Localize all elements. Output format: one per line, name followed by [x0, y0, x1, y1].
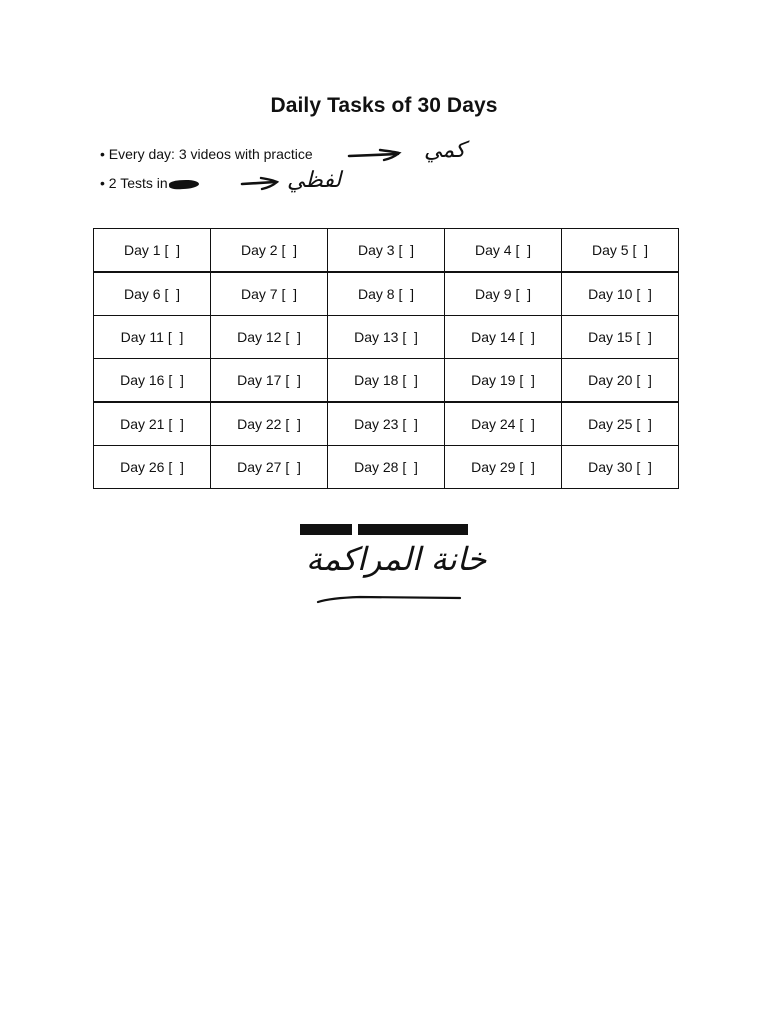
day-checkbox-cell[interactable]: Day 30 [ ] — [562, 446, 679, 489]
day-checkbox-cell[interactable]: Day 23 [ ] — [328, 402, 445, 446]
redacted-name-bar — [300, 524, 468, 535]
days-table — [93, 228, 679, 489]
day-checkbox-cell[interactable]: Day 1 [ ] — [94, 229, 211, 273]
day-checkbox-cell[interactable]: Day 3 [ ] — [328, 229, 445, 273]
day-checkbox-cell[interactable]: Day 17 [ ] — [211, 359, 328, 403]
day-checkbox-cell[interactable]: Day 14 [ ] — [445, 316, 562, 359]
bullet-text: • 2 Tests in — [100, 175, 168, 191]
day-checkbox-cell[interactable]: Day 11 [ ] — [94, 316, 211, 359]
arrow-icon — [242, 182, 275, 184]
day-checkbox-cell[interactable]: Day 28 [ ] — [328, 446, 445, 489]
day-checkbox-cell[interactable]: Day 26 [ ] — [94, 446, 211, 489]
day-checkbox-cell[interactable]: Day 21 [ ] — [94, 402, 211, 446]
table-row — [94, 359, 679, 403]
day-checkbox-cell[interactable]: Day 6 [ ] — [94, 272, 211, 316]
table-row — [94, 229, 679, 273]
day-checkbox-cell[interactable]: Day 10 [ ] — [562, 272, 679, 316]
day-checkbox-cell[interactable]: Day 22 [ ] — [211, 402, 328, 446]
table-row — [94, 272, 679, 316]
day-checkbox-cell[interactable]: Day 25 [ ] — [562, 402, 679, 446]
handwritten-note-verbal: لفظي — [287, 168, 342, 193]
day-checkbox-cell[interactable]: Day 8 [ ] — [328, 272, 445, 316]
day-checkbox-cell[interactable]: Day 29 [ ] — [445, 446, 562, 489]
bullet-text: • Every day: 3 videos with practice — [100, 146, 313, 162]
table-row — [94, 316, 679, 359]
signature-underline — [318, 597, 460, 602]
day-checkbox-cell[interactable]: Day 4 [ ] — [445, 229, 562, 273]
redaction-block — [358, 524, 468, 535]
day-checkbox-cell[interactable]: Day 19 [ ] — [445, 359, 562, 403]
day-checkbox-cell[interactable]: Day 20 [ ] — [562, 359, 679, 403]
day-checkbox-cell[interactable]: Day 13 [ ] — [328, 316, 445, 359]
arrow-icon — [349, 154, 398, 156]
table-row — [94, 402, 679, 446]
day-checkbox-cell[interactable]: Day 9 [ ] — [445, 272, 562, 316]
day-checkbox-cell[interactable]: Day 12 [ ] — [211, 316, 328, 359]
page-title: Daily Tasks of 30 Days — [270, 94, 498, 117]
day-checkbox-cell[interactable]: Day 24 [ ] — [445, 402, 562, 446]
table-row — [94, 446, 679, 489]
handwritten-note-quantitative: كمي — [424, 138, 466, 163]
day-checkbox-cell[interactable]: Day 27 [ ] — [211, 446, 328, 489]
handwritten-signature-name: خانة المراكمة — [306, 540, 487, 578]
redaction-block — [300, 524, 352, 535]
day-checkbox-cell[interactable]: Day 7 [ ] — [211, 272, 328, 316]
day-checkbox-cell[interactable]: Day 5 [ ] — [562, 229, 679, 273]
day-checkbox-cell[interactable]: Day 2 [ ] — [211, 229, 328, 273]
day-checkbox-cell[interactable]: Day 15 [ ] — [562, 316, 679, 359]
day-checkbox-cell[interactable]: Day 16 [ ] — [94, 359, 211, 403]
day-checkbox-cell[interactable]: Day 18 [ ] — [328, 359, 445, 403]
